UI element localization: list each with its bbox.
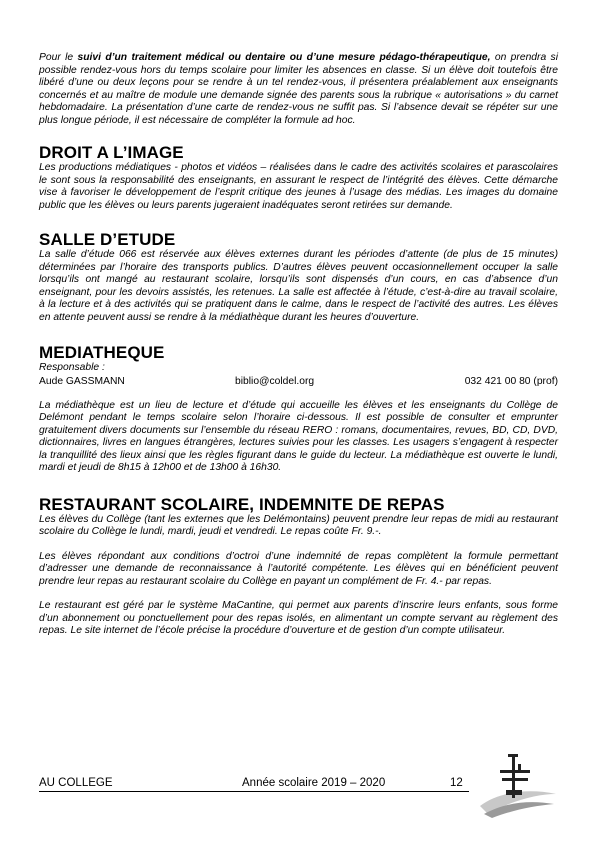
mediatheque-text: La médiathèque est un lieu de lecture et d’étude qui accueille les élèves et les enseignants du Collège de Delémont pendant le temps scolaire selon l’horaire ci-dessous. Il est possible de consulter et emprunter gratuitement divers documents sur l’ensemble du réseau RERO : romans, documentaires, revues, BD, CD, DVD, dictionnaires, livres en langues étrangères, lectures suivies pour les classes. Les usagers s’engagent à respecter la tranquillité des lieux ainsi que les règles figurant dans le guide du lecteur. La médiathèque est ouverte le lundi, mardi et jeudi de 8h15 à 12h00 et de 13h00 à 16h30. — [39, 399, 558, 473]
restaurant-paragraph-3: Le restaurant est géré par le système MaCantine, qui permet aux parents d’inscrire leurs enfants, sous forme d’un abonnement ou ponctuellement pour des repas isolés, en alimentant un compte servant au règlement des repas. Le site internet de l’école précise la procédure d’ouverture et de gestion d’un compte utilisateur. — [39, 600, 558, 636]
intro-lead: Pour le — [39, 52, 78, 63]
section-title-salle-etude: SALLE D’ETUDE — [39, 230, 176, 249]
page-footer — [39, 777, 469, 792]
intro-rest: on prendra si possible rendez-vous hors du temps scolaire pour limiter les absences en classe. Si un élève doit toutefois être libéré d’une ou deux leçons pour se rendre à un tel rendez-vous, il présentera préalablement aux enseignants concernés et au maître de module une demande signée des parents sous la rubrique « autorisations » du carnet hebdomadaire. La présentation d’une carte de rendez-vous ne suffit pas. Si l’absence devait se répéter sur une plus longue période, il est nécessaire de compléter la formule ad hoc. — [39, 52, 558, 126]
contact-row — [39, 375, 558, 388]
section-title-restaurant: RESTAURANT SCOLAIRE, INDEMNITE DE REPAS — [39, 494, 445, 514]
college-logo-icon — [478, 748, 558, 820]
restaurant-paragraph-2: Les élèves répondant aux conditions d’octroi d’une indemnité de repas complètent la formule permettant d’adresser une demande de reconnaissance à l’autorité compétente. Les élèves qui en bénéficient peuvent prendre leur repas au restaurant scolaire du Collège en payant un complément de Fr. 4.- par repas. — [39, 550, 558, 587]
page-number: 12 — [450, 777, 463, 789]
section-title-mediatheque: MEDIATHEQUE — [39, 343, 165, 362]
section-title-droit-image: DROIT A L’IMAGE — [39, 143, 184, 162]
droit-image-text: Les productions médiatiques - photos et vidéos – réalisées dans le cadre des activités scolaires et parascolaires le sont sous la responsabilité des enseignants, en assurant le respect de l’intégrité des élèves. Cette démarche vise à favoriser le développement de l’esprit critique des jeunes à l’usage des médias. Les images du domaine public que les élèves ou leurs parents jugeraient inadéquates seront retirées sur demande. — [39, 162, 558, 211]
responsable-label: Responsable : — [39, 362, 105, 373]
intro-paragraph — [39, 52, 558, 127]
intro-bold-text: suivi d’un traitement médical ou dentaire ou d’une mesure pédago-thérapeutique, — [77, 52, 491, 63]
restaurant-paragraph-1: Les élèves du Collège (tant les externes que les Delémontains) peuvent prendre leur repas de midi au restaurant scolaire du Collège le lundi, mardi, jeudi et vendredi. Le repas coûte Fr. 9.-. — [39, 513, 558, 537]
document-body — [39, 52, 558, 638]
responsable-email[interactable]: biblio@coldel.org — [235, 375, 315, 387]
footer-school-year: Année scolaire 2019 – 2020 — [242, 777, 386, 789]
responsable-phone: 032 421 00 80 (prof) — [464, 375, 558, 387]
responsable-name: Aude GASSMANN — [39, 375, 125, 387]
footer-section-label: AU COLLEGE — [39, 777, 113, 789]
salle-etude-text: La salle d’étude 066 est réservée aux élèves externes durant les périodes d’attente (de plus de 15 minutes) déterminées par l’horaire des transports publics. D’autres élèves peuvent occasionnellement occuper la salle lorsqu’ils ont mangé au restaurant scolaire, lorsqu’ils sont dispensés d’un cours, en cas d’absence d’un enseignant, pour les devoirs assistés, les retenues. La salle est affectée à l’étude, c’est-à-dire au travail scolaire, à la lecture et à des activités qui se pratiquent dans le calme, dans le respect de l’activité des autres. Les élèves en attente peuvent aussi se rendre à la médiathèque durant les heures d’ouverture. — [39, 249, 558, 323]
